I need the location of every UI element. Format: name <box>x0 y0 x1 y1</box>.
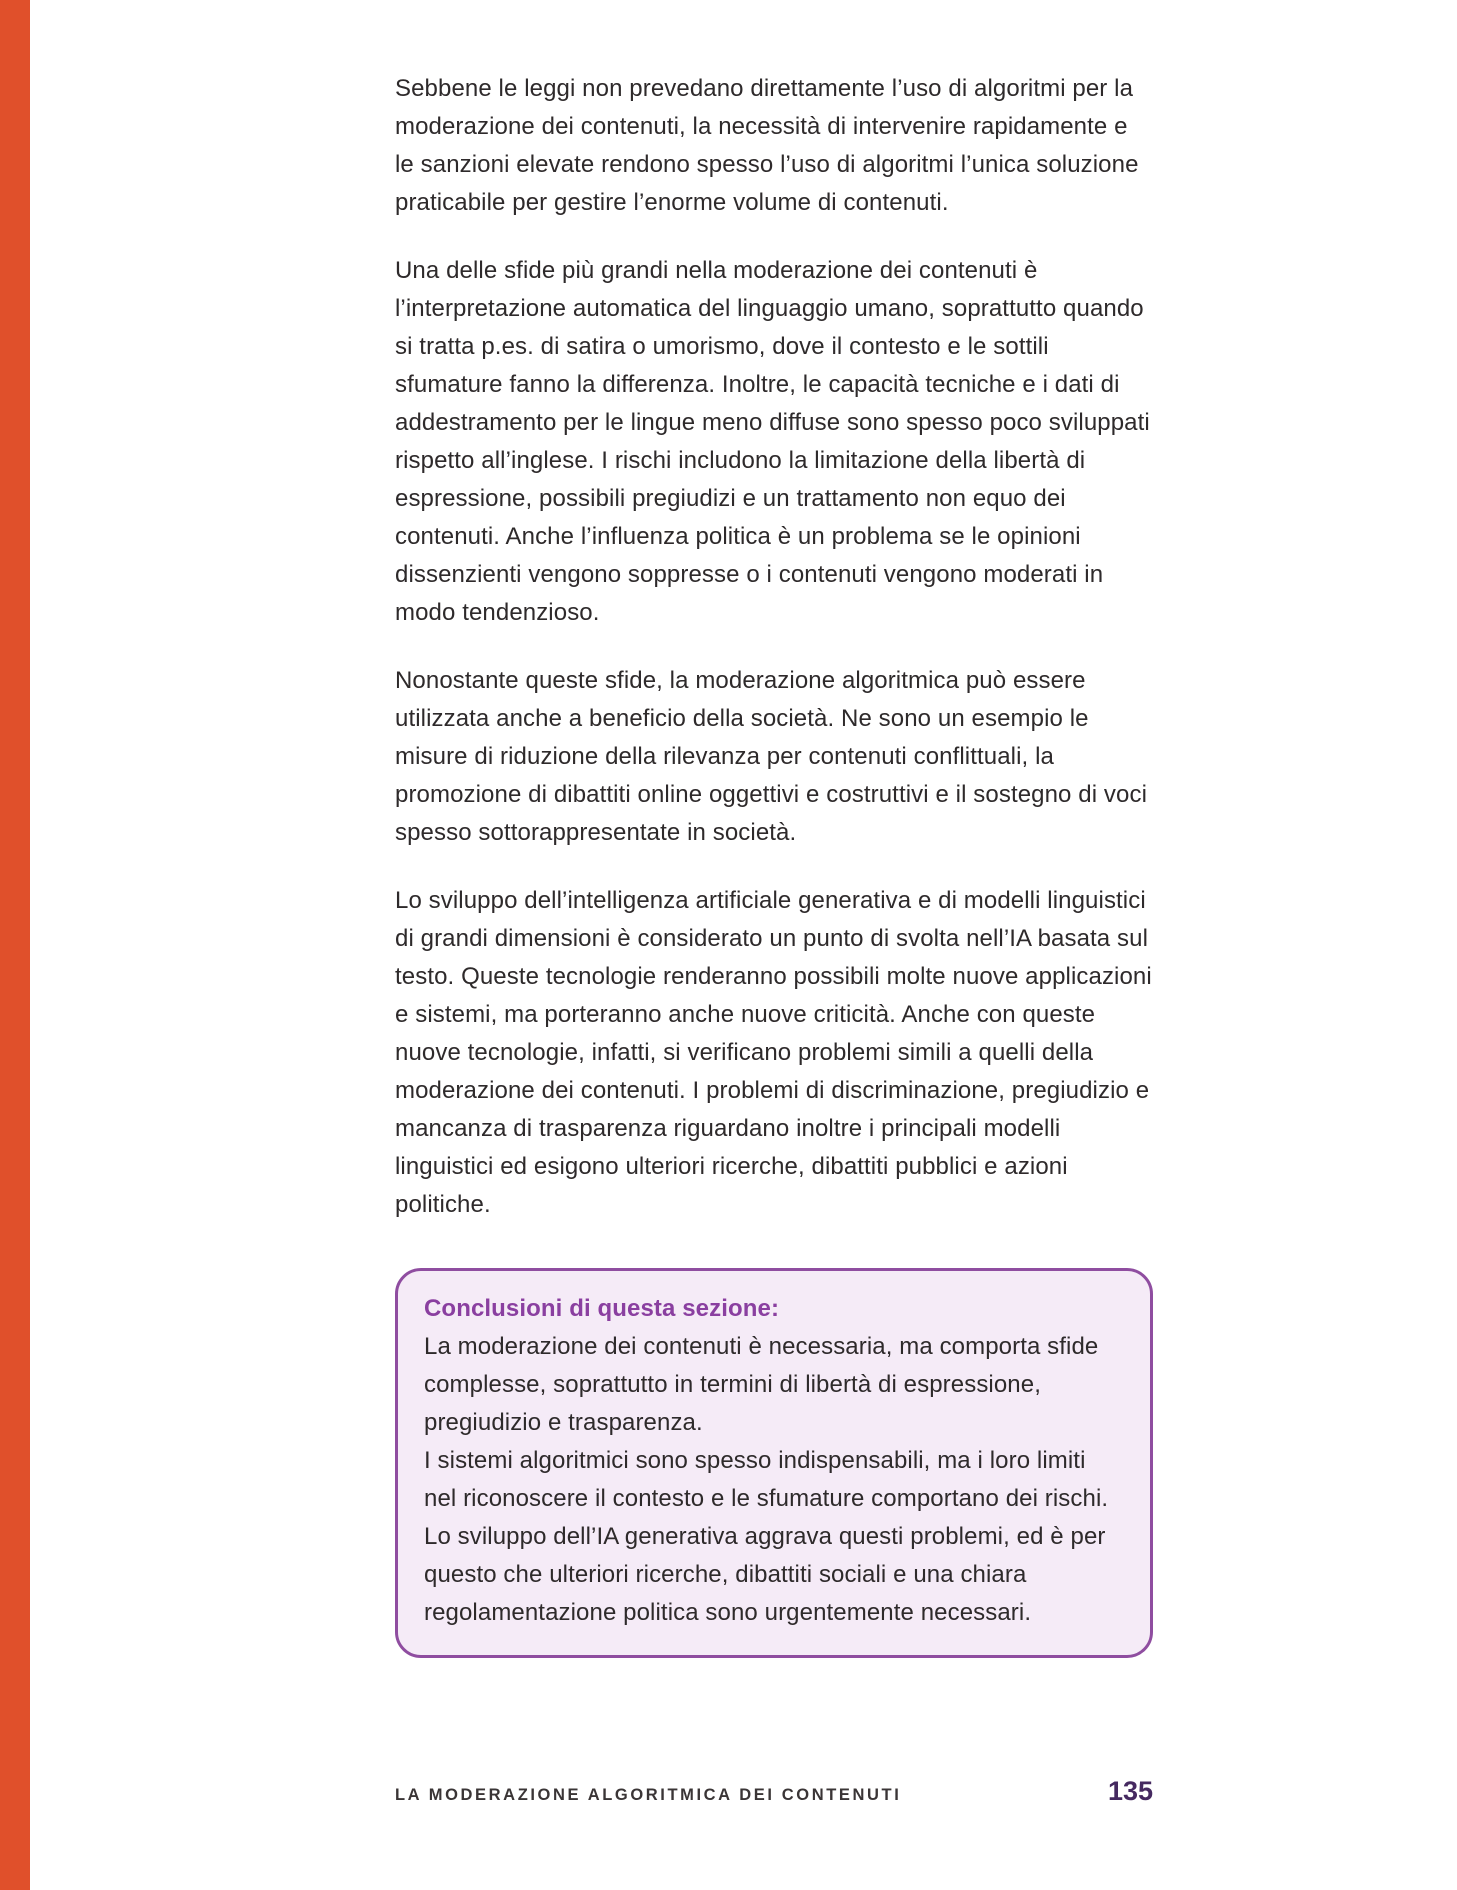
page-number: 135 <box>1107 1776 1153 1806</box>
page-edge-accent-bar <box>0 0 30 1890</box>
body-paragraph: Nonostante queste sfide, la moderazione algoritmica può essere utilizzata anche a beneficio della società. Ne sono un esempio le misure di riduzione della rilevanza per contenuti conflittuali, la promozione di dibattiti online oggettivi e costruttivi e il sostegno di voci spesso sottorappresentate in società. <box>395 667 1147 846</box>
callout-paragraph: Lo sviluppo dell’IA generativa aggrava questi problemi, ed è per questo che ulteriori ricerche, dibattiti sociali e una chiara regolamentazione politica sono urgentemente necessari. <box>424 1523 1106 1626</box>
body-paragraph: Una delle sfide più grandi nella moderazione dei contenuti è l’interpretazione automatica del linguaggio umano, soprattutto quando si tratta p.es. di satira o umorismo, dove il contesto e le sottili sfumature fanno la differenza. Inoltre, le capacità tecniche e i dati di addestramento per le lingue meno diffuse sono spesso poco sviluppati rispetto all’inglese. I rischi includono la limitazione della libertà di espressione, possibili pregiudizi e un trattamento non equo dei contenuti. Anche l’influenza politica è un problema se le opinioni dissenzienti vengono soppresse o i contenuti vengono moderati in modo tendenzioso. <box>395 257 1150 626</box>
page-content <box>395 0 1153 1658</box>
callout-paragraph: I sistemi algoritmici sono spesso indispensabili, ma i loro limiti nel riconoscere il contesto e le sfumature comportano dei rischi. <box>424 1447 1109 1512</box>
running-title: LA MODERAZIONE ALGORITMICA DEI CONTENUTI <box>395 1786 902 1804</box>
conclusions-callout-box <box>395 1268 1153 1658</box>
body-paragraph: Sebbene le leggi non prevedano direttamente l’uso di algoritmi per la moderazione dei contenuti, la necessità di intervenire rapidamente e le sanzioni elevate rendono spesso l’uso di algoritmi l’unica soluzione praticabile per gestire l’enorme volume di contenuti. <box>395 75 1139 216</box>
body-paragraph: Lo sviluppo dell’intelligenza artificiale generativa e di modelli linguistici di grandi dimensioni è considerato un punto di svolta nell’IA basata sul testo. Queste tecnologie renderanno possibili molte nuove applicazioni e sistemi, ma porteranno anche nuove criticità. Anche con queste nuove tecnologie, infatti, si verificano problemi simili a quelli della moderazione dei contenuti. I problemi di discriminazione, pregiudizio e mancanza di trasparenza riguardano inoltre i principali modelli linguistici ed esigono ulteriori ricerche, dibattiti pubblici e azioni politiche. <box>395 887 1152 1218</box>
callout-title: Conclusioni di questa sezione: <box>424 1295 780 1322</box>
page-footer <box>395 1776 1153 1807</box>
callout-paragraph: La moderazione dei contenuti è necessaria, ma comporta sfide complesse, soprattutto in termini di libertà di espressione, pregiudizio e trasparenza. <box>424 1333 1099 1436</box>
